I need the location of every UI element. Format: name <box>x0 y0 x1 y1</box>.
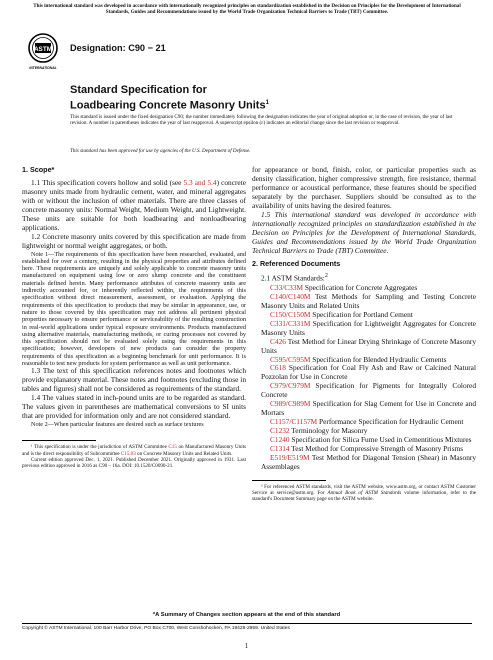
reference-title: Performance Specification for Hydraulic Cement <box>317 417 464 427</box>
reference-code-link[interactable]: C979/C979M <box>270 381 311 391</box>
svg-text:ASTM: ASTM <box>33 46 53 54</box>
standard-issue-note: This standard is issued under the fixed designation C90; the number immediately following the designation indicates the year of original adoption or, in the case of revision, the year of last revision. A number in parentheses indicates the year of last reapproval. A superscript epsilon (ε) indicates an editorial change since the last revision or reapproval. <box>70 114 453 127</box>
designation: Designation: C90 − 21 <box>70 43 166 53</box>
reference-item <box>252 364 476 382</box>
document-title <box>70 84 400 113</box>
reference-title: Specification for Concrete Aggregates <box>303 282 418 292</box>
reference-code-link[interactable]: C1157/C1157M <box>270 417 318 427</box>
section-2-1: 2.1 ASTM Standards:$^2$ <box>261 273 328 283</box>
reference-code-link[interactable]: C989/C989M <box>270 399 311 409</box>
reference-title: Terminology for Masonry <box>289 426 368 436</box>
reference-title: Test Method for Compressive Strength of Masonry Prisms <box>289 444 464 454</box>
reference-title: Specification for Lightweight Aggregates for Concrete Masonry Units <box>261 318 476 337</box>
footnote-2-mark: 2 <box>324 273 328 280</box>
committee-c15-link[interactable]: C15 <box>168 444 177 451</box>
reference-code-link[interactable]: C618 <box>270 363 286 373</box>
reference-item <box>252 454 476 472</box>
tbt-banner: This international standard was developed in accordance with internationally recognized principles on standardization established in the Decision on Principles for the Development of International Standards, Guides and Recommendations issued by the World Trade Organization Technical Barriers to Trade (TBT) Committee. <box>33 3 461 16</box>
section-1-4-continued: for appearance or bond, finish, color, or particular properties such as density classification, higher compressive strength, fire resistance, thermal performance or acoustical performance, these features should be specified separately by the purchaser. Suppliers should be consulted as to the availability of units having the desired features. <box>252 165 476 210</box>
reference-code-link[interactable]: C595/C595M <box>270 354 311 364</box>
section-1-2: 1.2 Concrete masonry units covered by this specification are made from lightweight or normal weight aggregates, or both. <box>22 231 246 250</box>
reference-code-link[interactable]: C150/C150M <box>270 309 311 319</box>
reference-item <box>252 293 476 311</box>
reference-list <box>252 284 476 472</box>
reference-item <box>252 382 476 400</box>
reference-item <box>252 320 476 338</box>
footnote-rule <box>22 440 96 441</box>
dod-approval-note: This standard has been approved for use by agencies of the U.S. Department of Defense. <box>70 148 251 154</box>
reference-item <box>252 338 476 356</box>
svg-text:INTERNATIONAL: INTERNATIONAL <box>29 66 57 70</box>
reference-code-link[interactable]: C1314 <box>270 444 290 454</box>
note-2: Note 2—When particular features are desired such as surface textures <box>31 421 204 429</box>
section-1-1: 1.1 This specification covers hollow and solid (see 5.3 and 5.4) concrete masonry units made from hydraulic cement, water, and mineral aggregates with or without the inclusion of other materials. There are three classes of concrete masonry units: Normal Weight, Medium Weight, and Lightweight. These units are suitable for both loadbearing and nonloadbearing applications. <box>22 177 246 232</box>
copyright-line: Copyright © ASTM International, 100 Barr Harbor Drive, PO Box C700, West Conshohocken, PA 19428-2959. United States <box>22 623 472 631</box>
reference-title: Specification for Portland Cement <box>310 309 413 319</box>
reference-title: Specification for Pigments for Integrally Colored Concrete <box>261 381 476 400</box>
reference-item <box>252 400 476 418</box>
footnote-1-edition: Current edition approved Dec. 1, 2021. Published December 2021. Originally approved in 1931. Last previous edition approved in 2016 as C90 – 16a. DOI: 10.1520/C0090-21. <box>22 456 246 469</box>
section-1-3: 1.3 The text of this specification references notes and footnotes which provide explanatory material. These notes and footnotes (excluding those in tables and figures) shall not be considered as requirements of the standard. <box>22 366 246 394</box>
reference-code-link[interactable]: C426 <box>270 336 286 346</box>
title-footnote-mark: 1 <box>265 100 269 106</box>
reference-title: Test Methods for Sampling and Testing Concrete Masonry Units and Related Units <box>261 291 476 310</box>
subcommittee-c1503-link[interactable]: C15.03 <box>120 450 136 457</box>
reference-title: Test Method for Diagonal Tension (Shear) in Masonry Assemblages <box>261 452 476 471</box>
reference-title: Specification for Blended Hydraulic Cements <box>310 354 447 364</box>
reference-title: Test Method for Linear Drying Shrinkage of Concrete Masonry Units <box>261 336 476 355</box>
summary-of-changes-note: *A Summary of Changes section appears at the end of this standard <box>152 612 341 618</box>
referenced-documents-heading: 2. Referenced Documents <box>252 258 341 268</box>
reference-title: Specification for Silica Fume Used in Cementitious Mixtures <box>289 435 472 445</box>
reference-title: Specification for Coal Fly Ash and Raw or Calcined Natural Pozzolan for Use in Concrete <box>261 363 476 382</box>
left-column <box>22 166 246 469</box>
footnote-rule <box>252 480 326 481</box>
section-1-4: 1.4 The values stated in inch-pound units are to be regarded as standard. The values given in parentheses are mathematical conversions to SI units that are provided for information only and are not considered standard. <box>22 393 246 421</box>
reference-code-link[interactable]: C1232 <box>270 426 290 436</box>
note-1: Note 1—The requirements of this specification have been researched, evaluated, and established for over a century, resulting in the physical properties and attributes defined here. These requirements are uniquely and solely applicable to concrete masonry units manufactured on equipment using low or zero slump concrete and the constituent materials defined herein. Many performance attributes of concrete masonry units are indirectly accounted for, or inherently reflected within, the requirements of this specification without direct measurement, assessment, or evaluation. Applying the requirements of this specification to products that may be similar in appearance, use, or nature to those covered by this specification may not address all pertinent physical properties necessary to ensure performance or serviceability of the resulting construction in real-world applications under typical exposure environments. Products manufactured using alternative materials, manufacturing methods, or curing processes not covered by this specification should not be evaluated solely using the requirements in this specification; however, developers of new products can consider the property requirements of this specification as a beginning benchmark for unit performance. It is reasonable to test new products for system performance as well as unit performance. <box>22 250 246 368</box>
reference-title: Specification for Slag Cement for Use in Concrete and Mortars <box>261 399 476 418</box>
section-ref-link[interactable]: 5.3 and 5.4 <box>183 177 217 187</box>
reference-code-link[interactable]: C33/C33M <box>270 282 304 292</box>
right-column <box>252 166 476 503</box>
scope-heading: 1. Scope* <box>22 165 55 174</box>
footnote-1: ¹ This specification is under the jurisdiction of ASTM Committee C15 on Manufactured Masonry Units and is the direct responsibility of Subcommittee C15.03 on Concrete Masonry Units and Related Units. <box>22 444 247 457</box>
section-1-5: 1.5 This international standard was developed in accordance with internationally recognized principles on standardization established in the Decision on Principles for the Development of International Standards, Guides and Recommendations issued by the World Trade Organization Technical Barriers to Trade (TBT) Committee. <box>252 209 476 255</box>
astm-logo <box>28 32 58 72</box>
reference-code-link[interactable]: C140/C140M <box>270 291 311 301</box>
title-line-1: Standard Specification for <box>70 84 207 96</box>
reference-code-link[interactable]: C331/C331M <box>270 318 311 328</box>
reference-code-link[interactable]: E519/E519M <box>270 452 310 462</box>
footnote-2: ² For referenced ASTM standards, visit the ASTM website, www.astm.org, or contact ASTM Customer Service at service@astm.org. For Annual Book of ASTM Standards volume information, refer to the standard's Document Summary page on the ASTM website. <box>252 483 477 503</box>
page-number: 1 <box>244 642 249 650</box>
reference-code-link[interactable]: C1240 <box>270 435 290 445</box>
title-line-2: Loadbearing Concrete Masonry Units <box>70 99 266 112</box>
